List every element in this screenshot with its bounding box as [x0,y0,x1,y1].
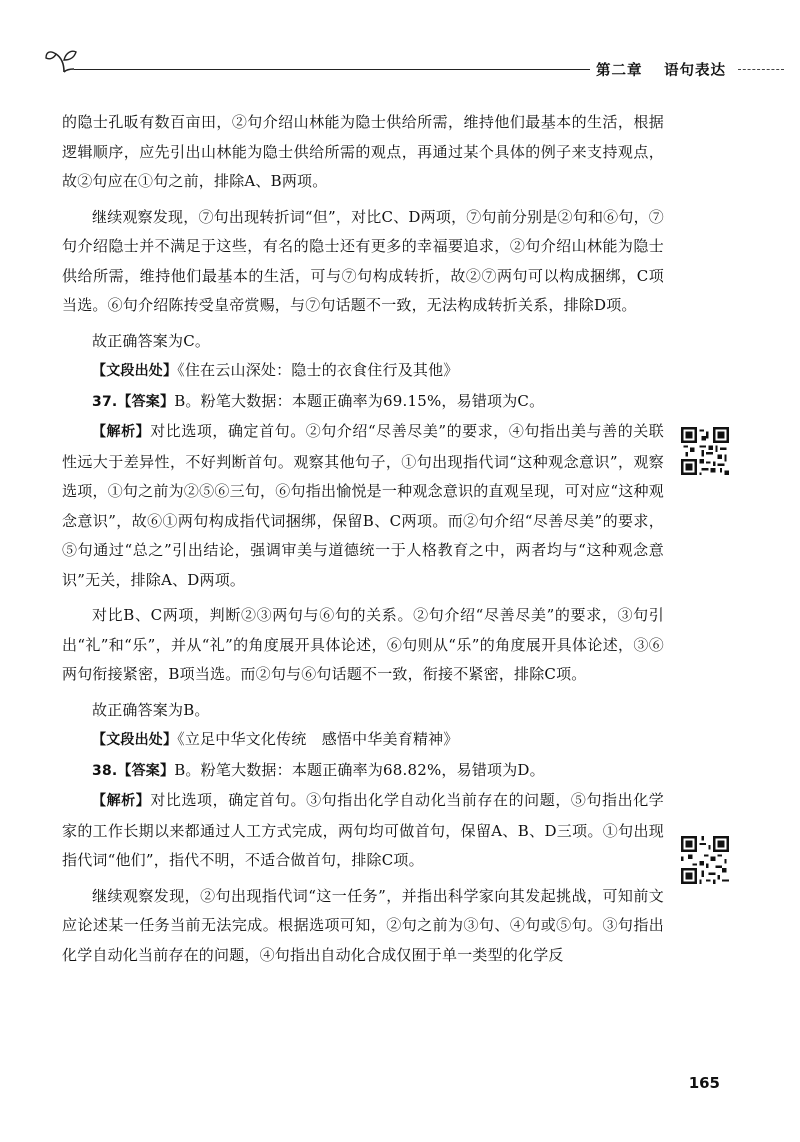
page-number: 165 [688,1074,720,1092]
answer-tag: 37.【答案】 [92,393,175,410]
header-title: 语句表达 [664,63,726,79]
qr-code-37[interactable] [681,427,729,475]
analysis-37: 【解析】对比选项，确定首句。②句介绍“尽善尽美”的要求，④句指出美与善的关联性远大于差异性，不好判断首句。观察其他句子，①句出现指代词“这种观念意识”，观察选项，①句之前为②⑤⑥三句，⑥句指出愉悦是一种观念意识的直观呈现，可对应“这种观念意识”，故⑥①两句构成指代词捆绑，保留B、C两项。而②句介绍“尽善尽美”的要求，⑤句通过“总之”引出结论，强调审美与道德统一于人格教育之中，两者均与“这种观念意识”无关，排除A、D两项。 [62,422,664,589]
analysis-tag: 【解析】 [92,793,151,809]
qr-code-38[interactable] [681,836,729,884]
header-chapter: 第二章 [596,63,643,79]
source-37: 【文段出处】《立足中华文化传统 感悟中华美育精神》 [92,730,459,748]
paragraph-3: 故正确答案为C。 [92,331,211,350]
analysis-38: 【解析】对比选项，确定首句。③句指出化学自动化当前存在的问题，⑤句指出化学家的工作长期以来都通过人工方式完成，两句均可做首句，保留A、B、D三项。①句出现指代词“他们”，指代不明，不适合做首句，排除C项。 [62,791,664,869]
source-tag: 【文段出处】 [92,732,178,748]
source-tag: 【文段出处】 [92,363,178,379]
page-body [62,108,664,970]
answer-38: 38.【答案】B。粉笔大数据：本题正确率为68.82%，易错项为D。 [92,760,545,779]
analysis-tag: 【解析】 [92,424,151,440]
header-rule [74,69,590,70]
header-dash-rule [738,69,784,70]
paragraph-37-b: 对比B、C两项，判断②③两句与⑥句的关系。②句介绍“尽善尽美”的要求，③句引出“礼”和“乐”，并从“礼”的角度展开具体论述，⑥句则从“乐”的角度展开具体论述，③⑥两句衔接紧密，B项当选。而②句与⑥句话题不一致，衔接不紧密，排除C项。 [62,606,664,683]
leaf-icon [44,46,80,76]
paragraph-38-b: 继续观察发现，②句出现指代词“这一任务”，并指出科学家向其发起挑战，可知前文应论述某一任务当前无法完成。根据选项可知，②句之前为③句、④句或⑤句。③句指出化学自动化当前存在的问题，④句指出自动化合成仅囿于单一类型的化学反 [62,886,664,964]
answer-tag: 38.【答案】 [92,762,175,779]
source-36: 【文段出处】《住在云山深处：隐士的衣食住行及其他》 [92,361,459,379]
page-header [0,0,800,90]
paragraph-37-answer: 故正确答案为B。 [92,700,210,719]
paragraph-2: 继续观察发现，⑦句出现转折词“但”，对比C、D两项，⑦句前分别是②句和⑥句，⑦句介绍隐士并不满足于这些，有名的隐士还有更多的幸福要追求，②句介绍山林能为隐士供给所需，维持他们最基本的生活，可与⑦句构成转折，故②⑦两句可以构成捆绑，C项当选。⑥句介绍陈抟受皇帝赏赐，与⑦句话题不一致，无法构成转折关系，排除D项。 [62,207,664,314]
paragraph-1: 的隐士孔昄有数百亩田，②句介绍山林能为隐士供给所需，维持他们最基本的生活，根据逻辑顺序，应先引出山林能为隐士供给所需的观点，再通过某个具体的例子来支持观点，故②句应在①句之前，排除A、B两项。 [62,113,664,190]
answer-37: 37.【答案】B。粉笔大数据：本题正确率为69.15%，易错项为C。 [92,391,545,410]
